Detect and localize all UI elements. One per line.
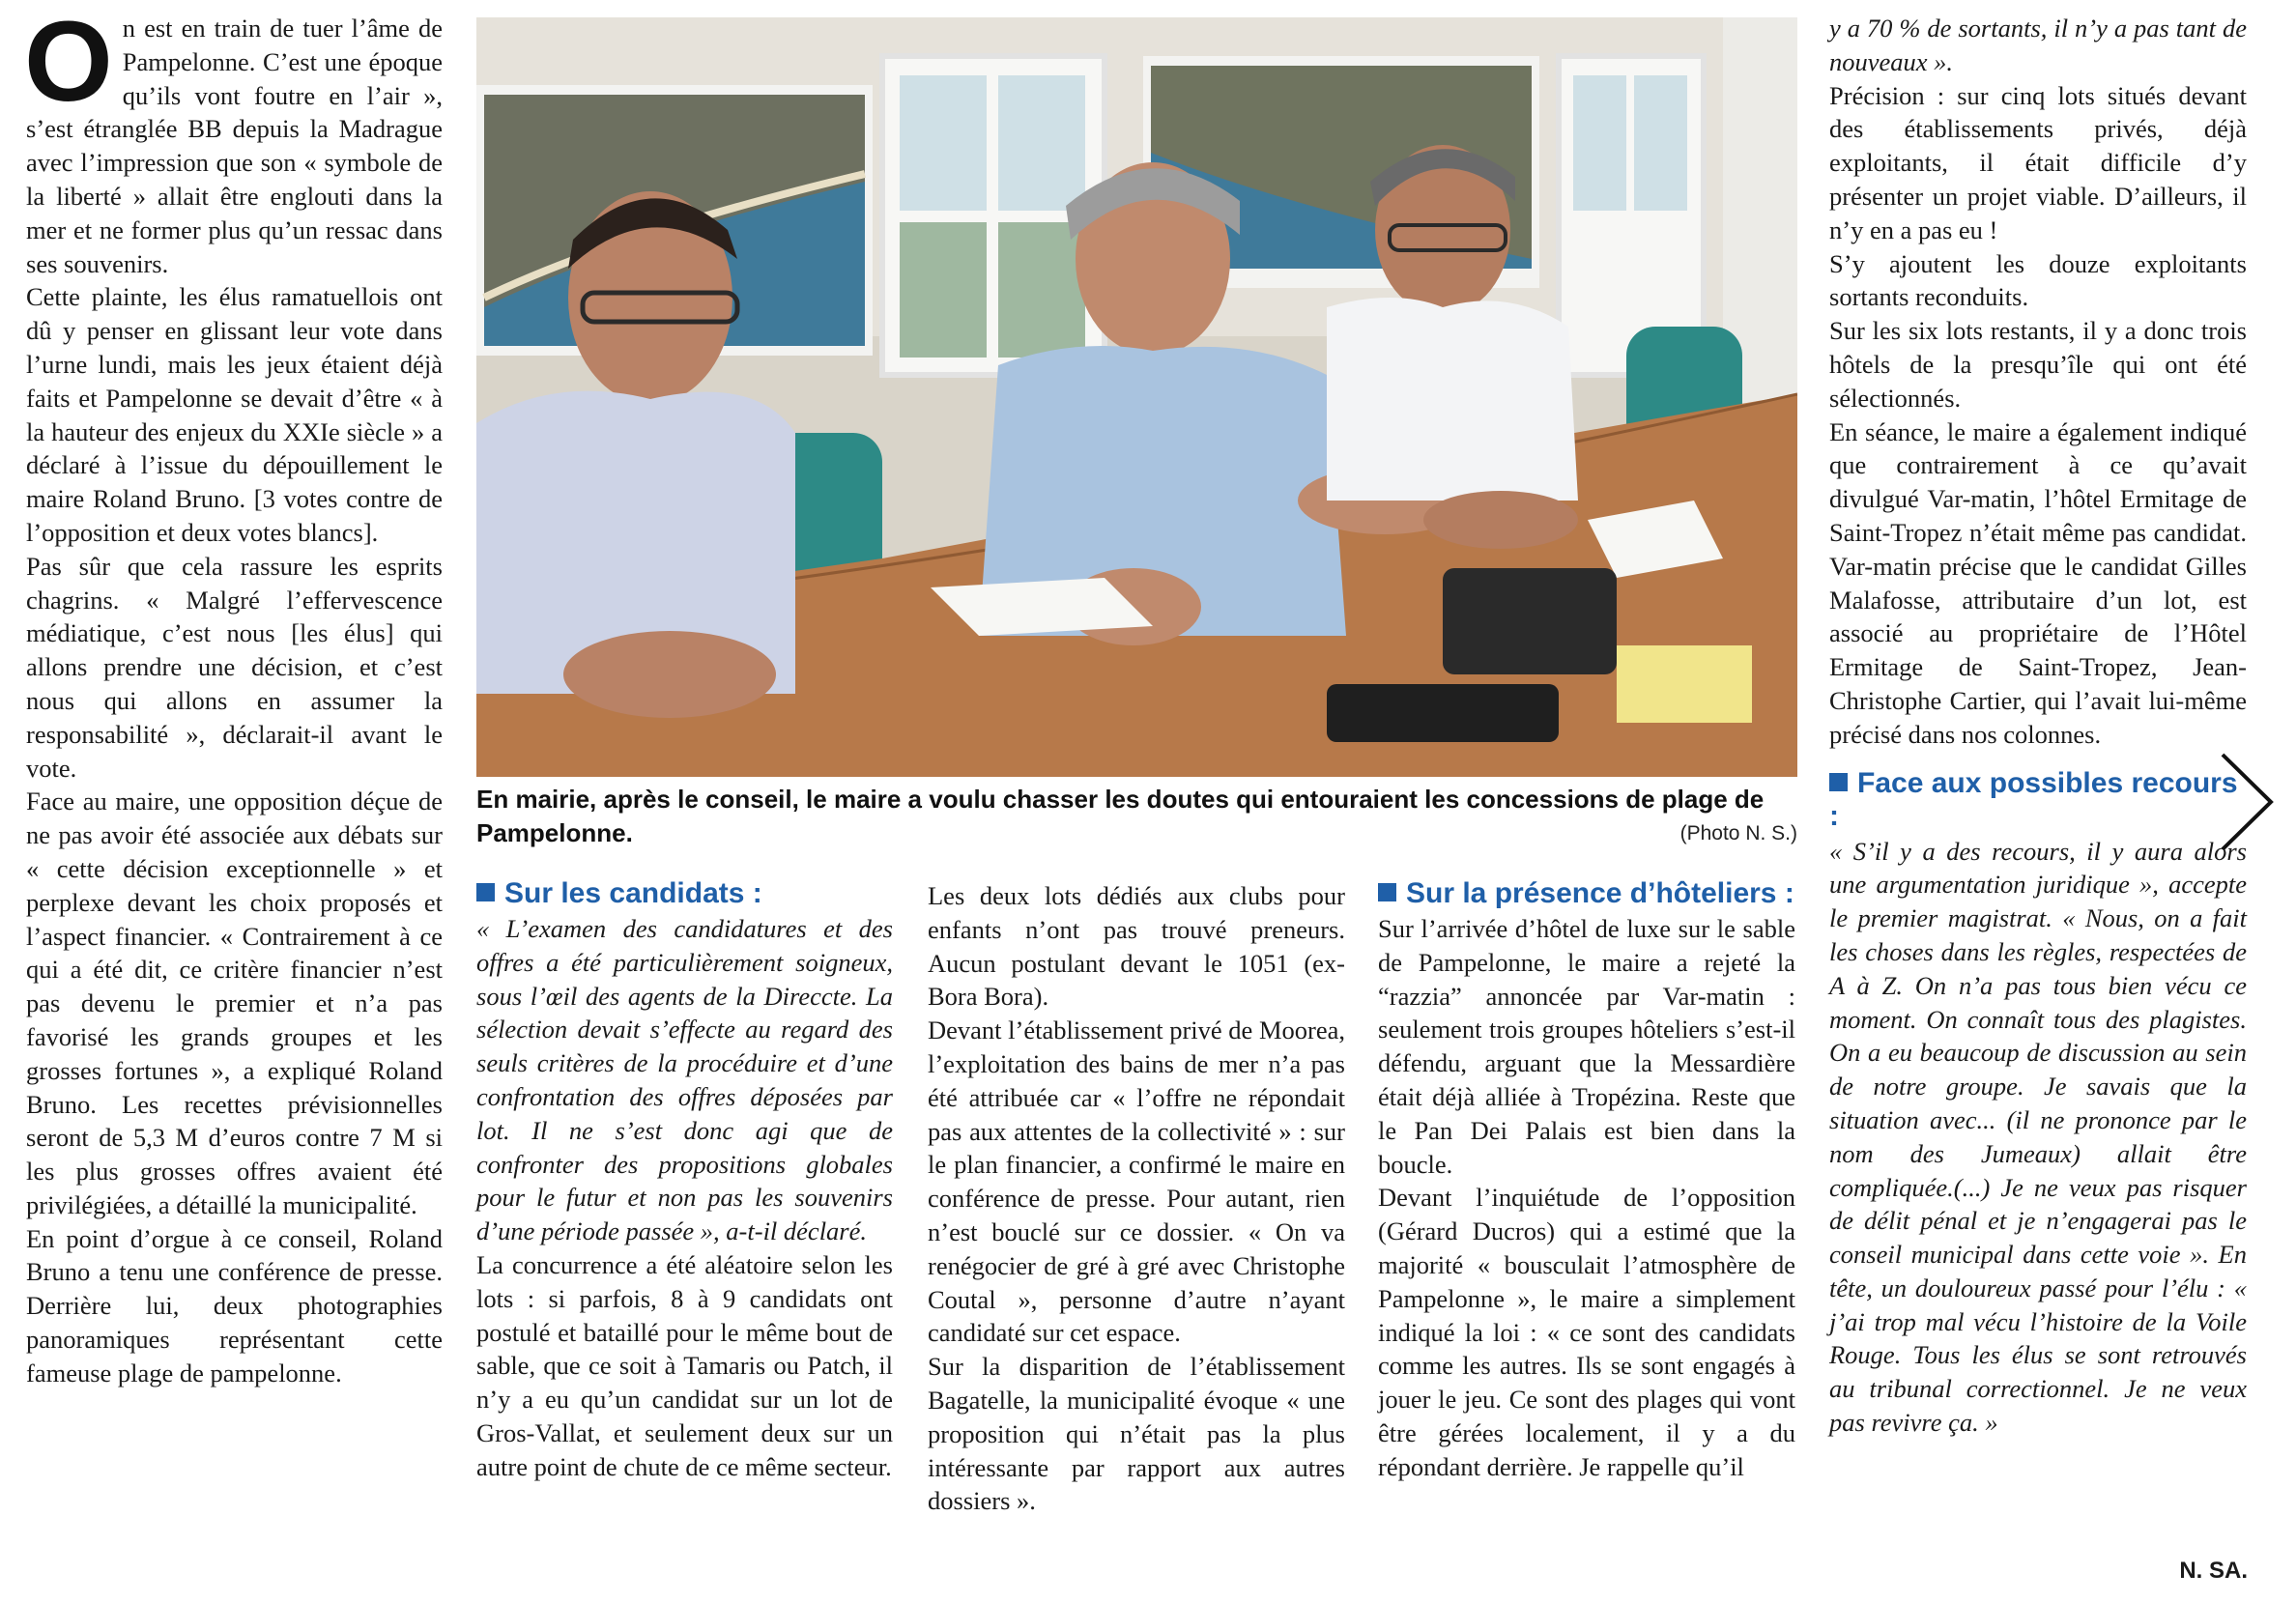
paragraph: y a 70 % de sortants, il n’y a pas tant de nouveaux ». [1829, 14, 2247, 76]
square-bullet-icon [1829, 773, 1848, 791]
paragraph: « L’examen des candidatures et des offres a été particulièrement soigneux, sous l’œil des agents de la Direccte. La sélection devait s’effecte au regard des seuls critères de la procéduire et d’une confrontation des offres déposées par lot. Il ne s’est donc agi que de confronter des propositions globales pour le futur et non pas les souvenirs d’une période passée », a-t-il déclaré. [476, 914, 893, 1246]
paragraph: On est en train de tuer l’âme de Pampelonne. C’est une époque qu’ils vont foutre en l’air », s’est étranglée BB depuis la Madrague avec l’impression que son « symbole de la liberté » allait être englouti dans la mer et ne former plus qu’un ressac dans ses souvenirs. [24, 0, 443, 278]
press-conference-photo [476, 17, 1797, 777]
paragraph: La concurrence a été aléatoire selon les lots : si parfois, 8 à 9 candidats ont postulé et bataillé pour le même bout de sable, que ce soit à Tamaris ou Patch, il n’y a eu qu’un candidat sur un lot de Gros-Vallat, et seulement deux sur un autre point de chute de ce même secteur. [476, 1249, 893, 1481]
paragraph: En séance, le maire a également indiqué que contrairement à ce qu’avait divulgué Var-matin, l’hôtel Ermitage de Saint-Tropez n’était même pas candidat. Var-matin précise que le candidat Gilles Malafosse, attributaire d’un lot, est associé au propriétaire de l’Hôtel Ermitage de Saint-Tropez, Jean-Christophe Cartier, qui l’avait lui-même précisé dans nos colonnes. [1829, 416, 2247, 749]
section-heading-hoteliers: Sur la présence d’hôteliers : [1378, 877, 1795, 910]
column-5 [1829, 12, 2247, 1440]
column-3 [928, 879, 1345, 1518]
section-heading-candidats: Sur les candidats : [476, 877, 893, 910]
drop-cap: O [24, 0, 113, 126]
column-4 [1378, 877, 1795, 1484]
paragraph: Sur l’arrivée d’hôtel de luxe sur le sable de Pampelonne, le maire a rejeté la “razzia” annoncée par Var-matin : seulement trois groupes hôteliers s’est-il défendu, arguant que la Messardière était déjà alliée à Tropézina. Reste que le Pan Dei Palais est bien dans la boucle. [1378, 914, 1795, 1179]
chevron-right-icon [2211, 749, 2279, 855]
paragraph: « S’il y a des recours, il y aura alors une argumentation juridique », accepte le premier magistrat. « Nous, on a fait les choses dans les règles, respectées de A à Z. On n’a pas tous bien vécu ce moment. On connaît tous des plagistes. On a eu beaucoup de discussion au sein de notre groupe. Je savais que la situation avec... (il ne prononce par le nom des Jumeaux) allait être compliquée.(...) Je ne veux pas risquer de délit pénal et je n’engagerai pas le conseil municipal dans cette voie ». En tête, un douloureux passé pour l’élu : « j’ai trop mal vécu l’histoire de la Voile Rouge. Tous les élus se sont retrouvés au tribunal correctionnel. Je ne veux pas revivre ça. » [1829, 836, 2247, 1438]
paragraph: En point d’orgue à ce conseil, Roland Bruno a tenu une conférence de presse. Derrière lui, deux photographies panoramiques représentant cette fameuse plage de pampelonne. [26, 1223, 443, 1387]
photo-caption: En mairie, après le conseil, le maire a voulu chasser les doutes qui entouraient les concessions de plage de Pampelonne. [476, 785, 1765, 847]
paragraph: S’y ajoutent les douze exploitants sortants reconduits. [1829, 248, 2247, 312]
square-bullet-icon [476, 883, 495, 901]
paragraph: Les deux lots dédiés aux clubs pour enfants n’ont pas trouvé preneurs. Aucun postulant devant le 1051 (ex-Bora Bora). [928, 881, 1345, 1012]
column-2 [476, 877, 893, 1484]
paragraph: Pas sûr que cela rassure les esprits chagrins. « Malgré l’effervescence médiatique, c’est nous [les élus] qui allons prendre une décision, et c’est nous qui allons en assumer la responsabilité », déclarait-il avant le vote. [26, 551, 443, 783]
paragraph: Face au maire, une opposition déçue de ne pas avoir été associée aux débats sur « cette décision exceptionnelle » et perplexe devant les choix proposés et l’aspect financier. « Contrairement à ce qui a été dit, ce critère financier n’est pas devenu le premier et n’a pas favorisé les grands groupes et les grosses fortunes », a expliqué Roland Bruno. Les recettes prévisionnelles seront de 5,3 M d’euros contre 7 M si les plus grosses offres avaient été privilégiées, a détaillé la municipalité. [26, 787, 443, 1219]
section-heading-recours: Face aux possibles recours : [1829, 766, 2238, 832]
paragraph: Cette plainte, les élus ramatuellois ont dû y penser en glissant leur vote dans l’urne lundi, mais les jeux étaient déjà faits et Pampelonne se devait d’être « à la hauteur des enjeux du XXIe siècle » a déclaré à l’issue du dépouillement le maire Roland Bruno. [3 votes contre de l’opposition et deux votes blancs]. [26, 282, 443, 547]
paragraph: Précision : sur cinq lots situés devant des établissements privés, déjà exploitants, il était difficile d’y présenter un projet viable. D’ailleurs, il n’y en a pas eu ! [1829, 80, 2247, 244]
paragraph: Sur les six lots restants, il y a donc trois hôtels de la presqu’île qui ont été sélectionnés. [1829, 316, 2247, 413]
paragraph: Sur la disparition de l’établissement Bagatelle, la municipalité évoque « une proposition qui n’était pas la plus intéressante par rapport aux autres dossiers ». [928, 1352, 1345, 1516]
next-page-button[interactable] [2211, 749, 2279, 855]
square-bullet-icon [1378, 883, 1396, 901]
photo-illustration [476, 17, 1797, 777]
author-signature: N. SA. [2179, 1558, 2248, 1584]
column-1 [24, 0, 443, 1390]
photo-credit: (Photo N. S.) [1679, 822, 1797, 844]
paragraph: Devant l’établissement privé de Moorea, l’exploitation des bains de mer n’a pas été attribuée car « l’offre ne répondait pas aux attentes de la collectivité » : sur le plan financier, a confirmé le maire en conférence de presse. Pour autant, rien n’est bouclé sur ce dossier. « On va renégocier de gré à gré avec Christophe Coutal », personne d’autre n’ayant candidaté sur cet espace. [928, 1016, 1345, 1348]
paragraph: Devant l’inquiétude de l’opposition (Gérard Ducros) qui a estimé que la majorité « bousculait l’atmosphère de Pampelonne », le maire a simplement indiqué la loi : « ce sont des candidats comme les autres. Ils se sont engagés à jouer le jeu. Ce sont des plages qui vont être gérées localement, il y a du répondant derrière. Je rappelle qu’il [1378, 1183, 1795, 1481]
